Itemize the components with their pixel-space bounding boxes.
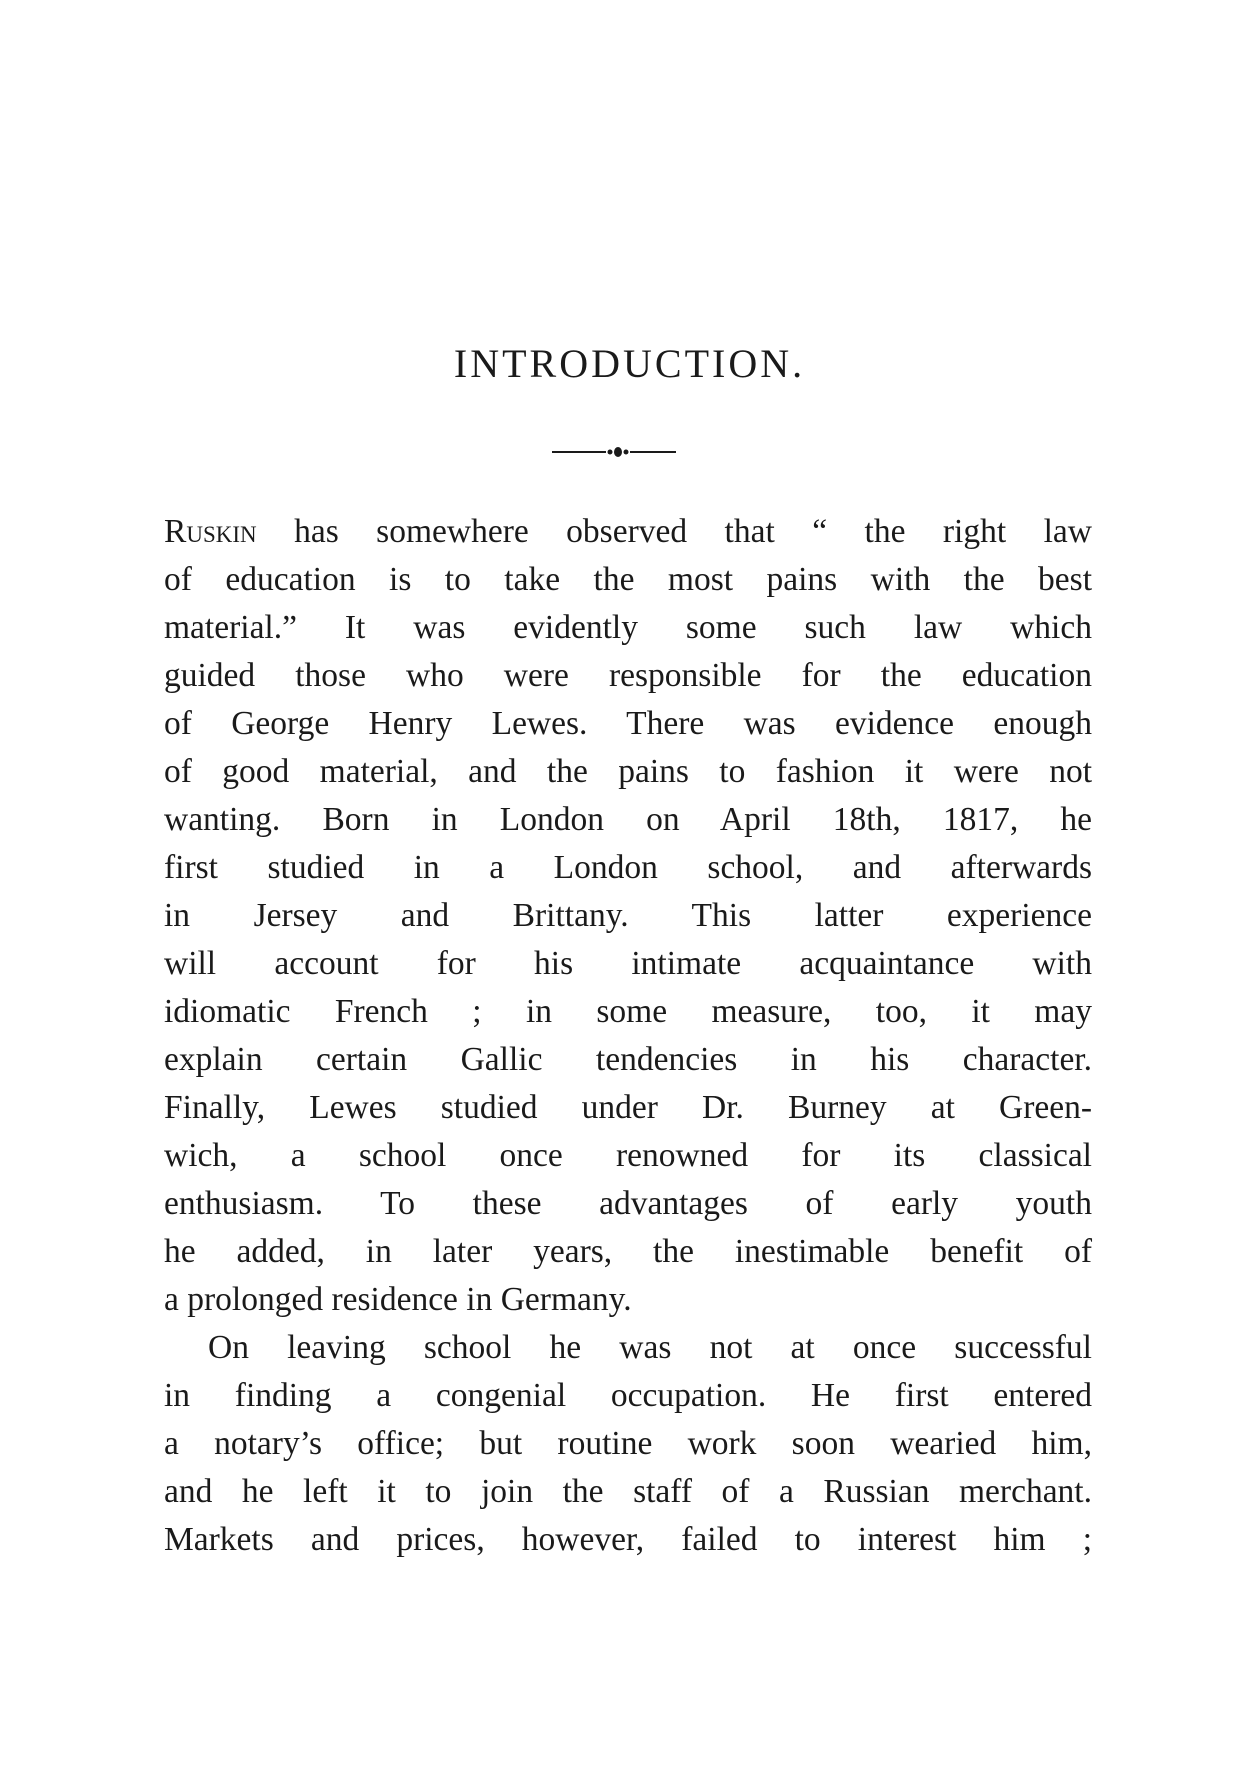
text-line: enthusiasm. To these advantages of early youth [164, 1185, 1092, 1222]
text-line: explain certain Gallic tendencies in his character. [164, 1041, 1092, 1078]
text-line: a prolonged residence in Germany. [164, 1281, 632, 1318]
text-line: first studied in a London school, and afterwards [164, 849, 1092, 886]
text-line: On leaving school he was not at once successful [208, 1329, 1092, 1366]
text-line: of George Henry Lewes. There was evidence enough [164, 705, 1092, 742]
text-line: of good material, and the pains to fashion it were not [164, 753, 1092, 790]
ornament-divider-icon [552, 444, 692, 460]
text-line: wich, a school once renowned for its classical [164, 1137, 1092, 1174]
text-line: he added, in later years, the inestimable benefit of [164, 1233, 1092, 1270]
text-line: guided those who were responsible for the education [164, 657, 1092, 694]
body-text [164, 508, 1092, 1564]
text-line: idiomatic French ; in some measure, too, it may [164, 993, 1092, 1030]
text-line: Finally, Lewes studied under Dr. Burney at Green- [164, 1089, 1092, 1126]
chapter-heading: INTRODUCTION. [453, 341, 806, 386]
text-line: Ruskin has somewhere observed that “ the right law [164, 513, 1092, 550]
text-line: material.” It was evidently some such law which [164, 609, 1092, 646]
text-line: a notary’s office; but routine work soon wearied him, [164, 1425, 1092, 1462]
text-line: of education is to take the most pains with the best [164, 561, 1092, 598]
text-line: will account for his intimate acquaintance with [164, 945, 1092, 982]
text-line: in Jersey and Brittany. This latter experience [164, 897, 1092, 934]
text-line: Markets and prices, however, failed to interest him ; [164, 1521, 1092, 1558]
text-line: wanting. Born in London on April 18th, 1817, he [164, 801, 1092, 838]
lead-word: Ruskin [164, 513, 257, 550]
text-line: in finding a congenial occupation. He first entered [164, 1377, 1092, 1414]
text-line: and he left it to join the staff of a Russian merchant. [164, 1473, 1092, 1510]
